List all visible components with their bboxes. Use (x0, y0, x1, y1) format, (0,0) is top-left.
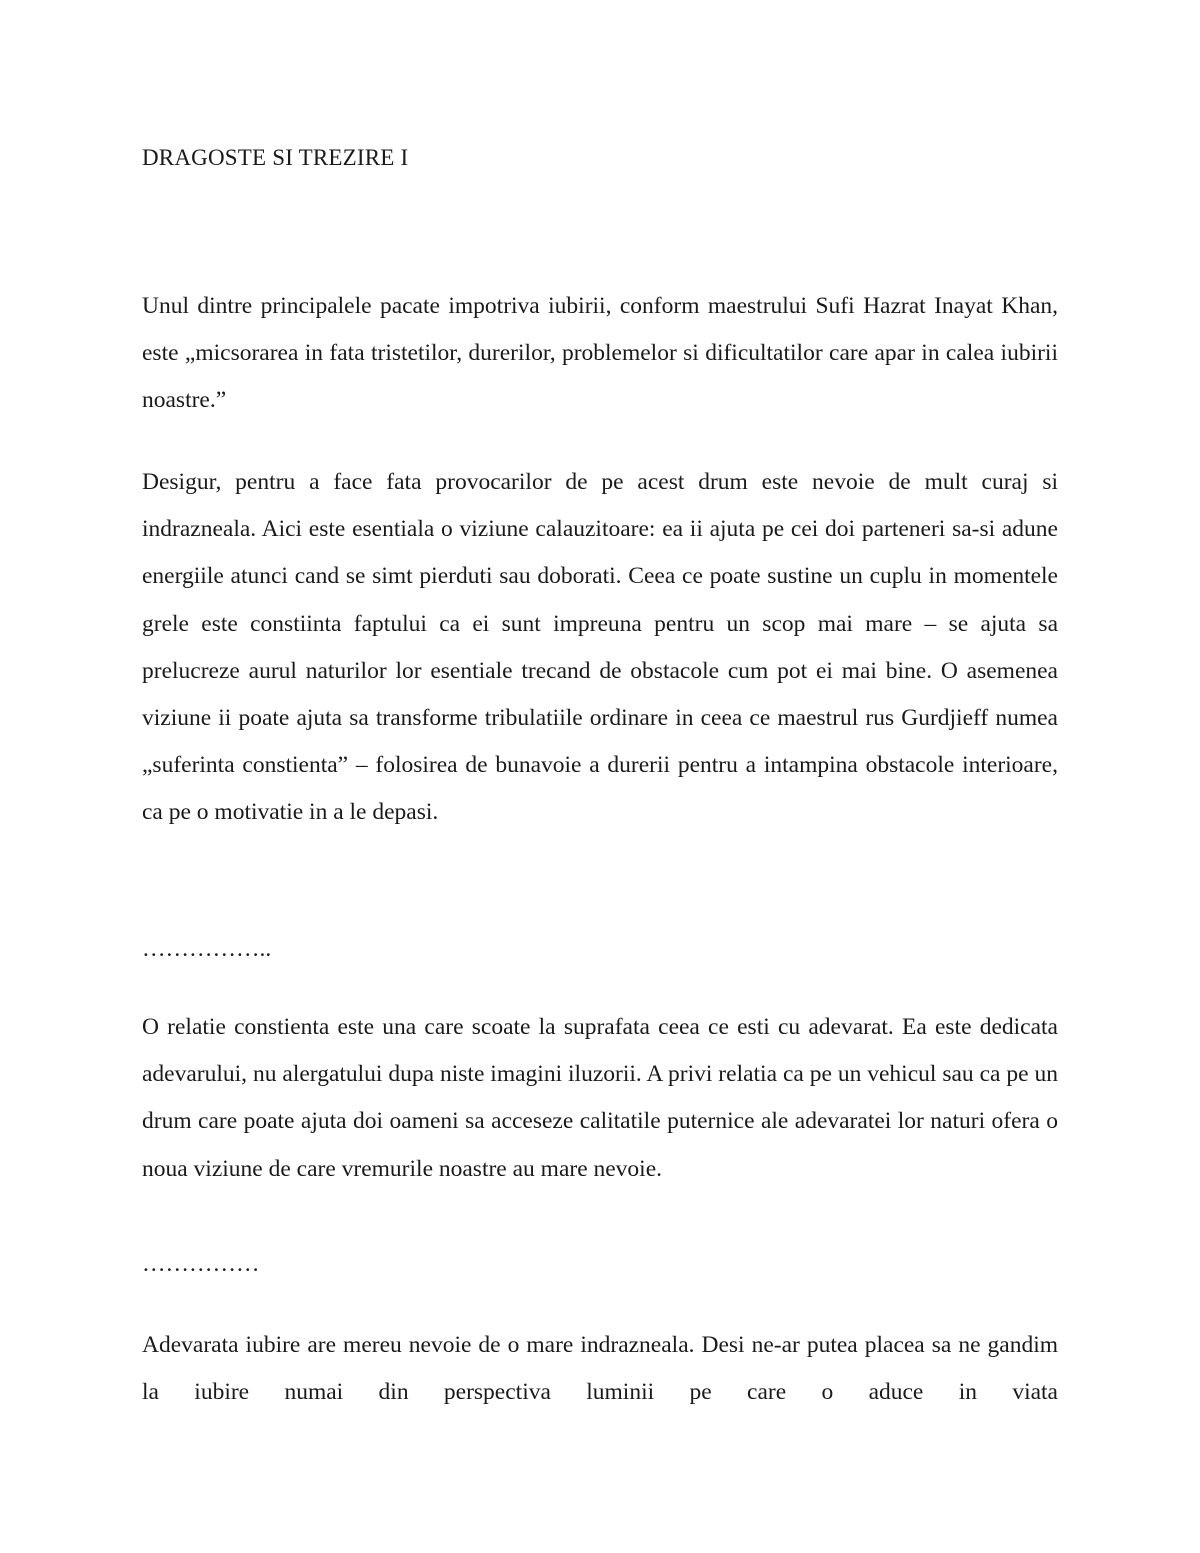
paragraph-3: O relatie constienta este una care scoate la suprafata ceea ce esti cu adevarat. Ea este dedicata adevarului, nu alergatului dupa niste imagini iluzorii. A privi relatia ca pe un vehicul sau ca pe un drum care poate ajuta doi oameni sa acceseze calitatile puternice ale adevaratei lor naturi ofera o noua viziune de care vremurile noastre au mare nevoie. (142, 1014, 1058, 1182)
paragraph-1: Unul dintre principalele pacate impotriva iubirii, conform maestrului Sufi Hazrat Inayat Khan, este „micsorarea in fata tristetilor, durerilor, problemelor si dificultatilor care apar in calea iubirii noastre.” (142, 293, 1058, 414)
paragraph-2: Desigur, pentru a face fata provocarilor de pe acest drum este nevoie de mult curaj si indrazneala. Aici este esentiala o viziune calauzitoare: ea ii ajuta pe cei doi parteneri sa-si adune energiile atunci cand se simt pierduti sau doborati. Ceea ce poate sustine un cuplu in momentele grele este constiinta faptului ca ei sunt impreuna pentru un scop mai mare – se ajuta sa prelucreze aurul naturilor lor esentiale trecand de obstacole cum pot ei mai bine. O asemenea viziune ii poate ajuta sa transforme tribulatiile ordinare in ceea ce maestrul rus Gurdjieff numea „suferinta constienta” – folosirea de bunavoie a durerii pentru a intampina obstacole interioare, ca pe o motivatie in a le depasi. (142, 469, 1058, 826)
document-title: DRAGOSTE SI TREZIRE I (142, 145, 409, 170)
document-page (142, 0, 1058, 1553)
paragraph-4: Adevarata iubire are mereu nevoie de o mare indrazneala. Desi ne-ar putea placea sa ne gandim la iubire numai din perspectiva luminii pe care o aduce in viata (142, 1332, 1058, 1406)
separator-1: …………….. (142, 936, 272, 962)
separator-2: …………… (142, 1251, 260, 1277)
